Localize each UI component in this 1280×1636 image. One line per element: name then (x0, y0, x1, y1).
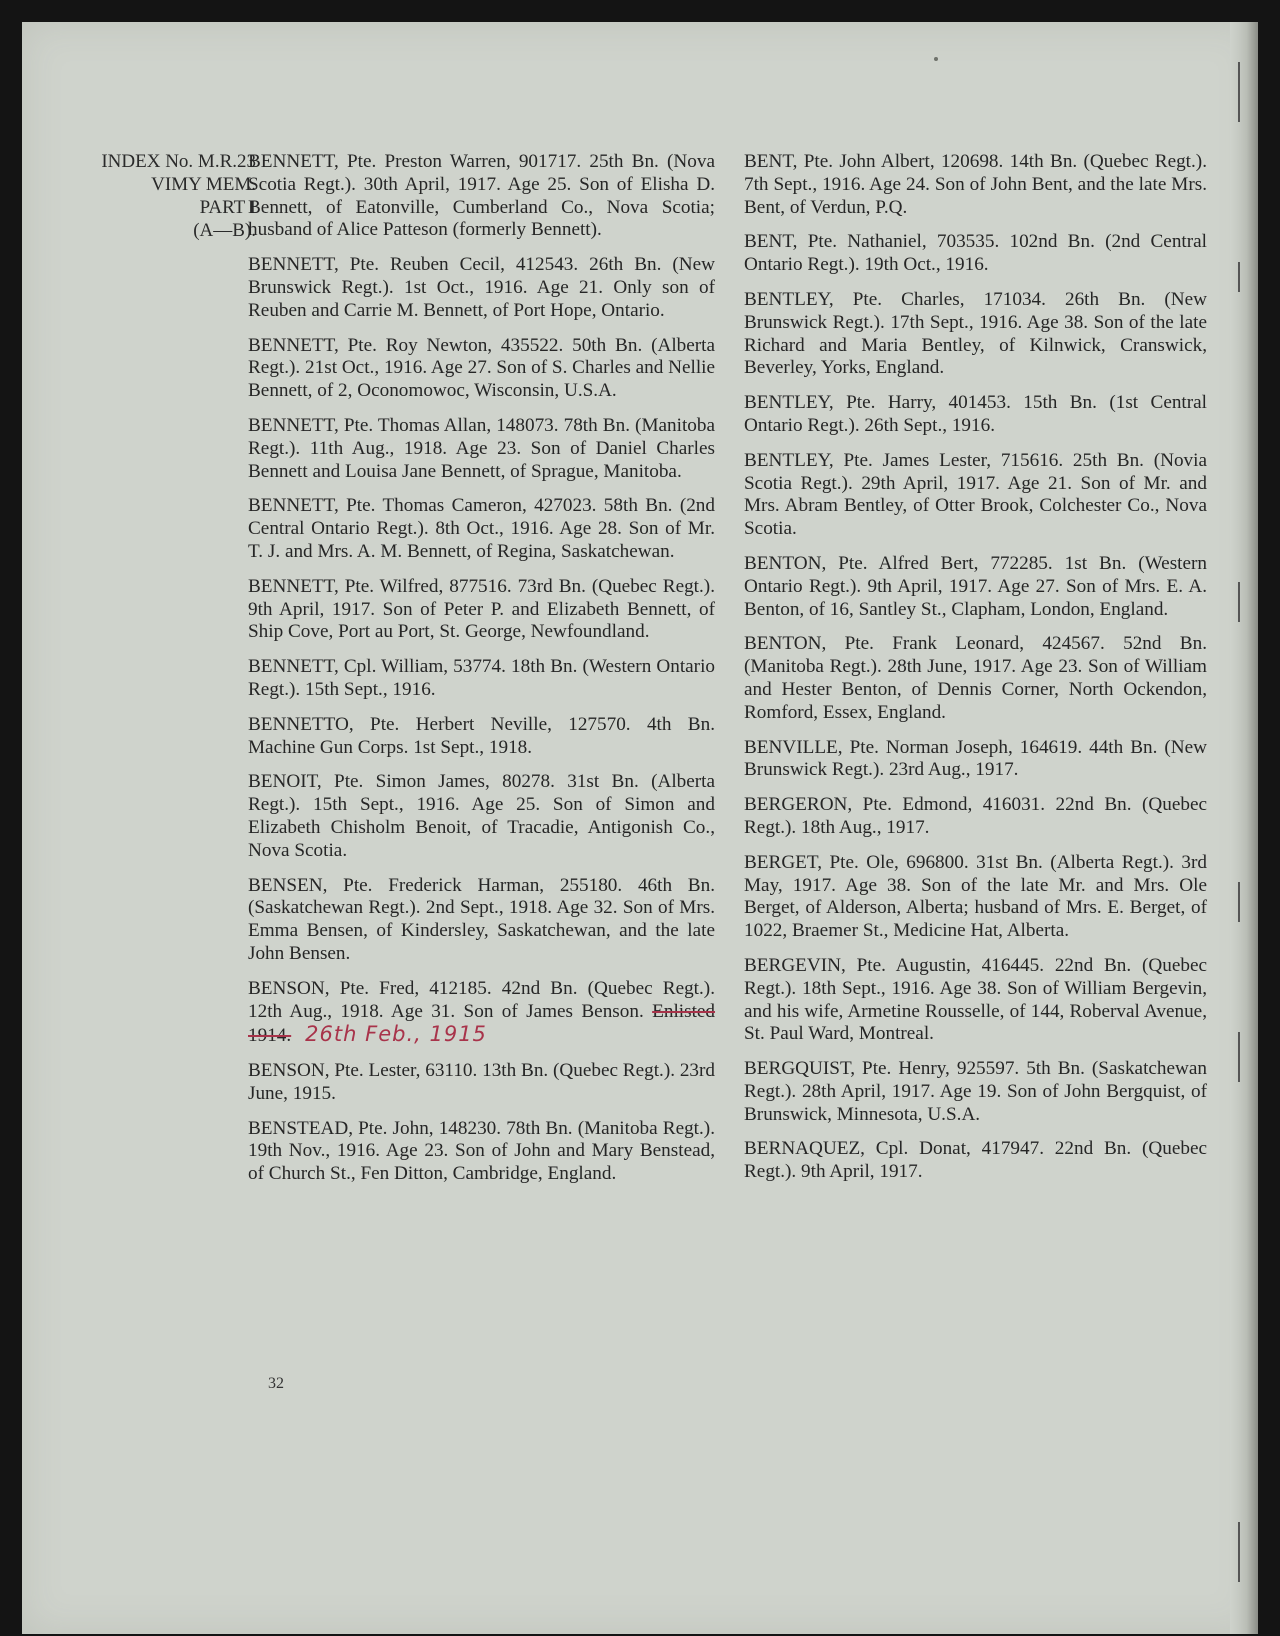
entry-bent-john: BENT, Pte. John Albert, 120698. 14th Bn. (Quebec Regt.). 7th Sept., 1916. Age 24. Son of John Bent, and the late Mrs. Bent, of Verdun, P.Q. (744, 151, 1207, 218)
entry-benson-fred (248, 978, 715, 1048)
entry-bergquist-henry: BERGQUIST, Pte. Henry, 925597. 5th Bn. (Saskatchewan Regt.). 28th April, 1917. Age 19. Son of John Bergquist, of Brunswick, Minnesota, U.S.A. (744, 1058, 1207, 1125)
entry-benstead-john: BENSTEAD, Pte. John, 148230. 78th Bn. (Manitoba Regt.). 19th Nov., 1916. Age 23. Son of John and Mary Benstead, of Church St., Fen Ditton, Cambridge, England. (248, 1117, 715, 1185)
benson-fred-struck-year: 1914. (248, 1025, 292, 1047)
entry-bennett-wilfred: BENNETT, Pte. Wilfred, 877516. 73rd Bn. (Quebec Regt.). 9th April, 1917. Son of Peter P. and Elizabeth Bennett, of Ship Cove, Port au Port, St. George, Newfoundland. (248, 575, 715, 643)
binding-mark (1238, 262, 1240, 292)
entry-bergevin-augustin: BERGEVIN, Pte. Augustin, 416445. 22nd Bn. (Quebec Regt.). 18th Sept., 1916. Age 38. Son of William Bergevin, and his wife, Armetine Rousselle, of 144, Roberval Avenue, St. Paul Ward, Montreal. (744, 954, 1207, 1045)
index-line-2: VIMY MEM. (151, 174, 256, 195)
benson-fred-text: BENSON, Pte. Fred, 412185. 42nd Bn. (Quebec Regt.). 12th Aug., 1918. Age 31. Son of James Benson. (248, 977, 715, 1022)
entry-berget-ole: BERGET, Pte. Ole, 696800. 31st Bn. (Alberta Regt.). 3rd May, 1917. Age 38. Son of the late Mr. and Mrs. Ole Berget, of Alderson, Alberta; husband of Mrs. E. Berget, of 1022, Braemer St., Medicine Hat, Alberta. (744, 851, 1207, 942)
left-column (248, 151, 715, 1198)
entry-benton-alfred: BENTON, Pte. Alfred Bert, 772285. 1st Bn. (Western Ontario Regt.). 9th April, 1917. Age 27. Son of Mrs. E. A. Benton, of 16, Santley St., Clapham, London, England. (744, 552, 1207, 620)
speck (934, 57, 938, 61)
entry-bennett-william: BENNETT, Cpl. William, 53774. 18th Bn. (Western Ontario Regt.). 15th Sept., 1916. (248, 656, 715, 700)
binding-mark (1238, 882, 1240, 922)
entry-bent-nathaniel: BENT, Pte. Nathaniel, 703535. 102nd Bn. (2nd Central Ontario Regt.). 19th Oct., 1916. (744, 231, 1207, 276)
handwritten-correction: 26th Feb., 1915 (305, 1022, 487, 1047)
entry-bennett-thomas-allan: BENNETT, Pte. Thomas Allan, 148073. 78th Bn. (Manitoba Regt.). 11th Aug., 1918. Age 23. Son of Daniel Charles Bennett and Louisa Jane Bennett, of Sprague, Manitoba. (248, 414, 715, 482)
entry-bentley-james: BENTLEY, Pte. James Lester, 715616. 25th Bn. (Novia Scotia Regt.). 29th April, 1917. Age 21. Son of Mr. and Mrs. Abram Bentley, of Otter Brook, Colchester Co., Nova Scotia. (744, 449, 1207, 540)
entry-benton-frank: BENTON, Pte. Frank Leonard, 424567. 52nd Bn. (Manitoba Regt.). 28th June, 1917. Age 23. Son of William and Hester Benton, of Dennis Corner, North Ockendon, Romford, Essex, England. (744, 633, 1207, 723)
binding-mark (1238, 62, 1240, 122)
entry-bennett-roy: BENNETT, Pte. Roy Newton, 435522. 50th Bn. (Alberta Regt.). 21st Oct., 1916. Age 27. Son of S. Charles and Nellie Bennett, of 2, Oconomowoc, Wisconsin, U.S.A. (248, 334, 715, 402)
binding-mark (1238, 1522, 1240, 1582)
entry-bentley-harry: BENTLEY, Pte. Harry, 401453. 15th Bn. (1st Central Ontario Regt.). 26th Sept., 1916. (744, 392, 1207, 436)
entry-bernaquez-donat: BERNAQUEZ, Cpl. Donat, 417947. 22nd Bn. (Quebec Regt.). 9th April, 1917. (744, 1138, 1207, 1183)
entry-bennett-thomas-cameron: BENNETT, Pte. Thomas Cameron, 427023. 58th Bn. (2nd Central Ontario Regt.). 8th Oct., 1916. Age 28. Son of Mr. T. J. and Mrs. A. M. Bennett, of Regina, Saskatchewan. (248, 495, 715, 562)
index-line-3: PART I (199, 197, 256, 218)
right-column (744, 151, 1207, 1196)
index-line-1: INDEX No. M.R.23 (101, 151, 256, 172)
entry-benoit-simon: BENOIT, Pte. Simon James, 80278. 31st Bn. (Alberta Regt.). 15th Sept., 1916. Age 25. Son of Simon and Elizabeth Chisholm Benoit, of Tracadie, Antigonish Co., Nova Scotia. (248, 771, 715, 861)
entry-bergeron-edmond: BERGERON, Pte. Edmond, 416031. 22nd Bn. (Quebec Regt.). 18th Aug., 1917. (744, 794, 1207, 838)
entry-benville-norman: BENVILLE, Pte. Norman Joseph, 164619. 44th Bn. (New Brunswick Regt.). 23rd Aug., 1917. (744, 736, 1207, 781)
entry-bennett-reuben: BENNETT, Pte. Reuben Cecil, 412543. 26th Bn. (New Brunswick Regt.). 1st Oct., 1916. Age 21. Only son of Reuben and Carrie M. Bennett, of Port Hope, Ontario. (248, 254, 715, 321)
entry-bensen-frederick: BENSEN, Pte. Frederick Harman, 255180. 46th Bn. (Saskatchewan Regt.). 2nd Sept., 1918. Age 32. Son of Mrs. Emma Bensen, of Kindersley, Saskatchewan, and the late John Bensen. (248, 874, 715, 964)
entry-benson-lester: BENSON, Pte. Lester, 63110. 13th Bn. (Quebec Regt.). 23rd June, 1915. (248, 1060, 715, 1104)
binding-mark (1238, 582, 1240, 622)
entry-bennett-preston: BENNETT, Pte. Preston Warren, 901717. 25th Bn. (Nova Scotia Regt.). 30th April, 1917. Age 25. Son of Elisha D. Bennett, of Eatonville, Cumberland Co., Nova Scotia; husband of Alice Patteson (formerly Bennett). (248, 151, 715, 241)
binding-mark (1238, 1032, 1240, 1082)
index-reference (38, 150, 256, 242)
binding-edge (1230, 22, 1258, 1634)
index-line-4: (A—B). (193, 220, 256, 241)
document-page (22, 22, 1258, 1634)
entry-bennetto-herbert: BENNETTO, Pte. Herbert Neville, 127570. 4th Bn. Machine Gun Corps. 1st Sept., 1918. (248, 713, 715, 758)
entry-bentley-charles: BENTLEY, Pte. Charles, 171034. 26th Bn. (New Brunswick Regt.). 17th Sept., 1916. Age 38. Son of the late Richard and Maria Bentley, of Kilnwick, Cranswick, Beverley, Yorks, England. (744, 288, 1207, 379)
page-number: 32 (268, 1375, 284, 1392)
benson-fred-enlisted: Enlisted (652, 1000, 716, 1022)
